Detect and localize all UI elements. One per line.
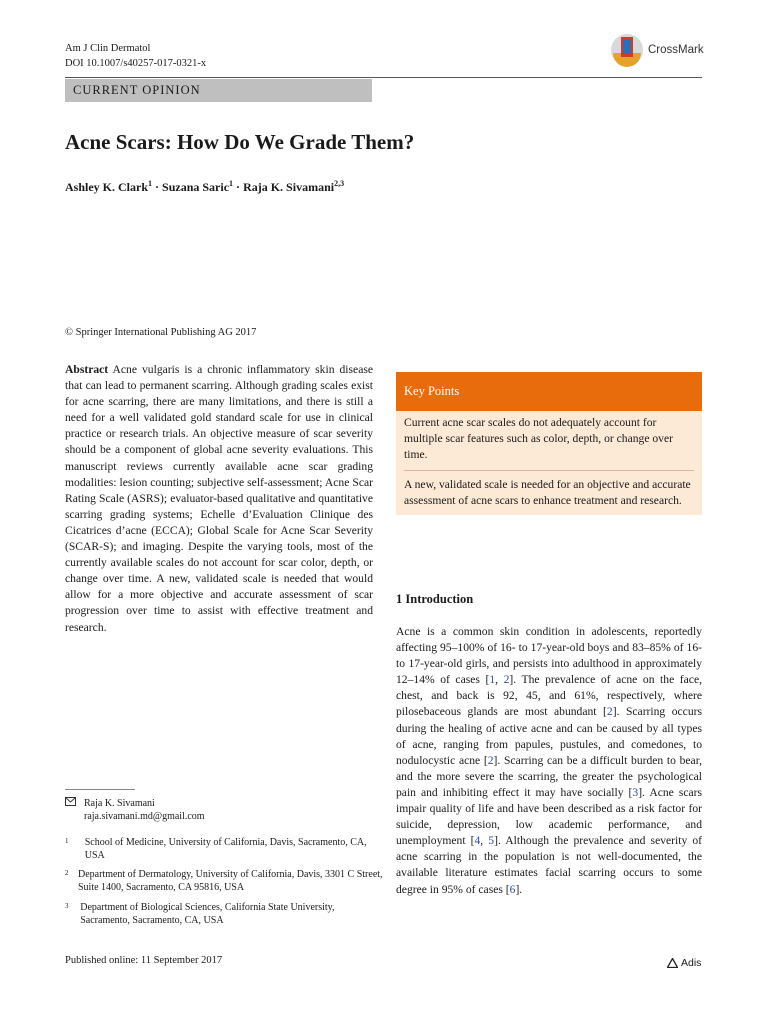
- crossmark-badge[interactable]: [610, 31, 704, 69]
- text-segment: ]. Acne scars impair quality of life and have been described as a risk factor for suicide, depression, low academic performance, and unemployment [: [396, 785, 702, 848]
- key-points-box: [396, 372, 702, 515]
- affiliation-text: Department of Dermatology, University of California, Davis, 3301 C Street, Suite 1400, Sacramento, CA 95816, USA: [77, 869, 383, 893]
- text-segment: ]. Scarring occurs during the healing of active acne and can be caused by all types of acne, ranging from papules, pustules, and comedones, to nodulocystic acne [: [396, 705, 702, 767]
- citation-link[interactable]: 5: [488, 834, 495, 848]
- citation-link[interactable]: 2: [606, 705, 613, 719]
- correspondence: [65, 797, 205, 823]
- affiliation-number: 1: [65, 837, 69, 845]
- article-title: Acne Scars: How Do We Grade Them?: [65, 130, 415, 154]
- author-name[interactable]: Raja K. Sivamani: [243, 180, 335, 194]
- affiliation: [65, 901, 385, 927]
- affiliation-number: 3: [65, 902, 69, 910]
- envelope-icon: [65, 797, 76, 806]
- correspondence-email[interactable]: raja.sivamani.md@gmail.com: [84, 811, 205, 822]
- author-affiliation: 1: [148, 179, 153, 188]
- text-segment: ]. Although the prevalence and severity of acne scarring in the population is not well-documented, the available literature estimates facial scarring occurs to some degree in 95% of cases [: [396, 834, 703, 896]
- text-segment: Acne is a common skin condition in adolescents, reportedly affecting 95–100% of 16- to 17-year-old boys and 83–85% of 16- to 17-year-old girls, and persists into adulthood in approximately 12–14% of cases [: [396, 625, 702, 687]
- crossmark-label: CrossMark: [648, 44, 704, 56]
- key-point: A new, validated scale is needed for an objective and accurate assessment of acne scars to enhance treatment and research.: [404, 478, 691, 507]
- text-segment: ,: [480, 834, 489, 848]
- publisher-logo[interactable]: [667, 957, 701, 969]
- text-segment: ]. The prevalence of acne on the face, chest, and back is 92, 45, and 61%, respectively, where pilosebaceous glands are most abundant [: [396, 673, 702, 719]
- text-segment: ]. Scarring can be a difficult burden to bear, and the more severe the scarring, the greater the psychological pain and inhibiting effect it may have socially [: [396, 753, 703, 799]
- author-separator: ·: [236, 180, 241, 194]
- key-points-body: [396, 411, 702, 515]
- affiliation-text: Department of Biological Sciences, California State University, Sacramento, Sacramento, CA, USA: [80, 902, 335, 926]
- author-name[interactable]: Ashley K. Clark: [65, 180, 149, 194]
- introduction-text: [396, 624, 702, 898]
- journal-name: Am J Clin Dermatol: [65, 43, 151, 54]
- key-points-heading: Key Points: [396, 372, 702, 411]
- section-tag: CURRENT OPINION: [65, 79, 372, 102]
- author-name[interactable]: Suzana Saric: [162, 180, 230, 194]
- adis-triangle-icon: [667, 958, 678, 968]
- doi[interactable]: DOI 10.1007/s40257-017-0321-x: [65, 58, 207, 69]
- affiliation-number: 2: [65, 869, 69, 877]
- author-separator: ·: [155, 180, 160, 194]
- citation-link[interactable]: 3: [632, 785, 639, 799]
- affiliation-text: School of Medicine, University of California, Davis, Sacramento, CA, USA: [84, 837, 367, 861]
- journal-header: [65, 41, 206, 71]
- citation-link[interactable]: 1: [489, 673, 496, 687]
- affiliation: [65, 868, 385, 894]
- author-list: [65, 179, 344, 195]
- citation-link[interactable]: 2: [503, 673, 510, 687]
- abstract: [65, 362, 373, 636]
- text-segment: ,: [495, 673, 504, 687]
- key-point-divider: [404, 470, 694, 471]
- correspondence-name: Raja K. Sivamani: [84, 798, 155, 809]
- abstract-text: Acne vulgaris is a chronic inflammatory skin disease that can lead to permanent scarring. Although grading scales exist for acne scarring, there are many limitations, and there is still a need for a well validated gold standard scale for use in clinical practice or research trials. An objective measure of scar severity should be a component of global acne severity evaluations. This manuscript reviews currently available acne scar grading modalities: lesion counting; subjective self-assessment; Acne Scar Rating Scale (ASRS); evaluator-based qualitative and quantitative scarring grading systems; Echelle d’Evaluation Clinique des Cicatrices d’acne (ECCA); Global Scale for Acne Scar Severity (SCAR-S); and imaging. Despite the varying tools, most of the currently available scales do not account for scar color, depth, or change over time. A new, validated scale is needed that would allow for a more objective and accurate assessment of scar progression over time to assist with effective treatment and research.: [65, 363, 373, 634]
- publisher-name: Adis: [681, 957, 702, 969]
- citation-link[interactable]: 2: [487, 753, 494, 767]
- affiliation: [65, 836, 385, 862]
- introduction-heading: 1 Introduction: [396, 592, 474, 606]
- author-affiliation: 2,3: [334, 179, 345, 188]
- text-segment: ].: [515, 882, 523, 896]
- published-date: Published online: 11 September 2017: [65, 955, 223, 966]
- crossmark-icon: [610, 31, 644, 69]
- citation-link[interactable]: 6: [509, 882, 516, 896]
- key-point: Current acne scar scales do not adequately account for multiple scar features such as color, depth, or change over time.: [404, 416, 673, 461]
- author-affiliation: 1: [229, 179, 234, 188]
- copyright: © Springer International Publishing AG 2017: [65, 327, 257, 338]
- abstract-label: Abstract: [65, 363, 109, 376]
- footnote-rule: [65, 789, 135, 790]
- header-rule: [65, 77, 702, 78]
- citation-link[interactable]: 4: [474, 834, 481, 848]
